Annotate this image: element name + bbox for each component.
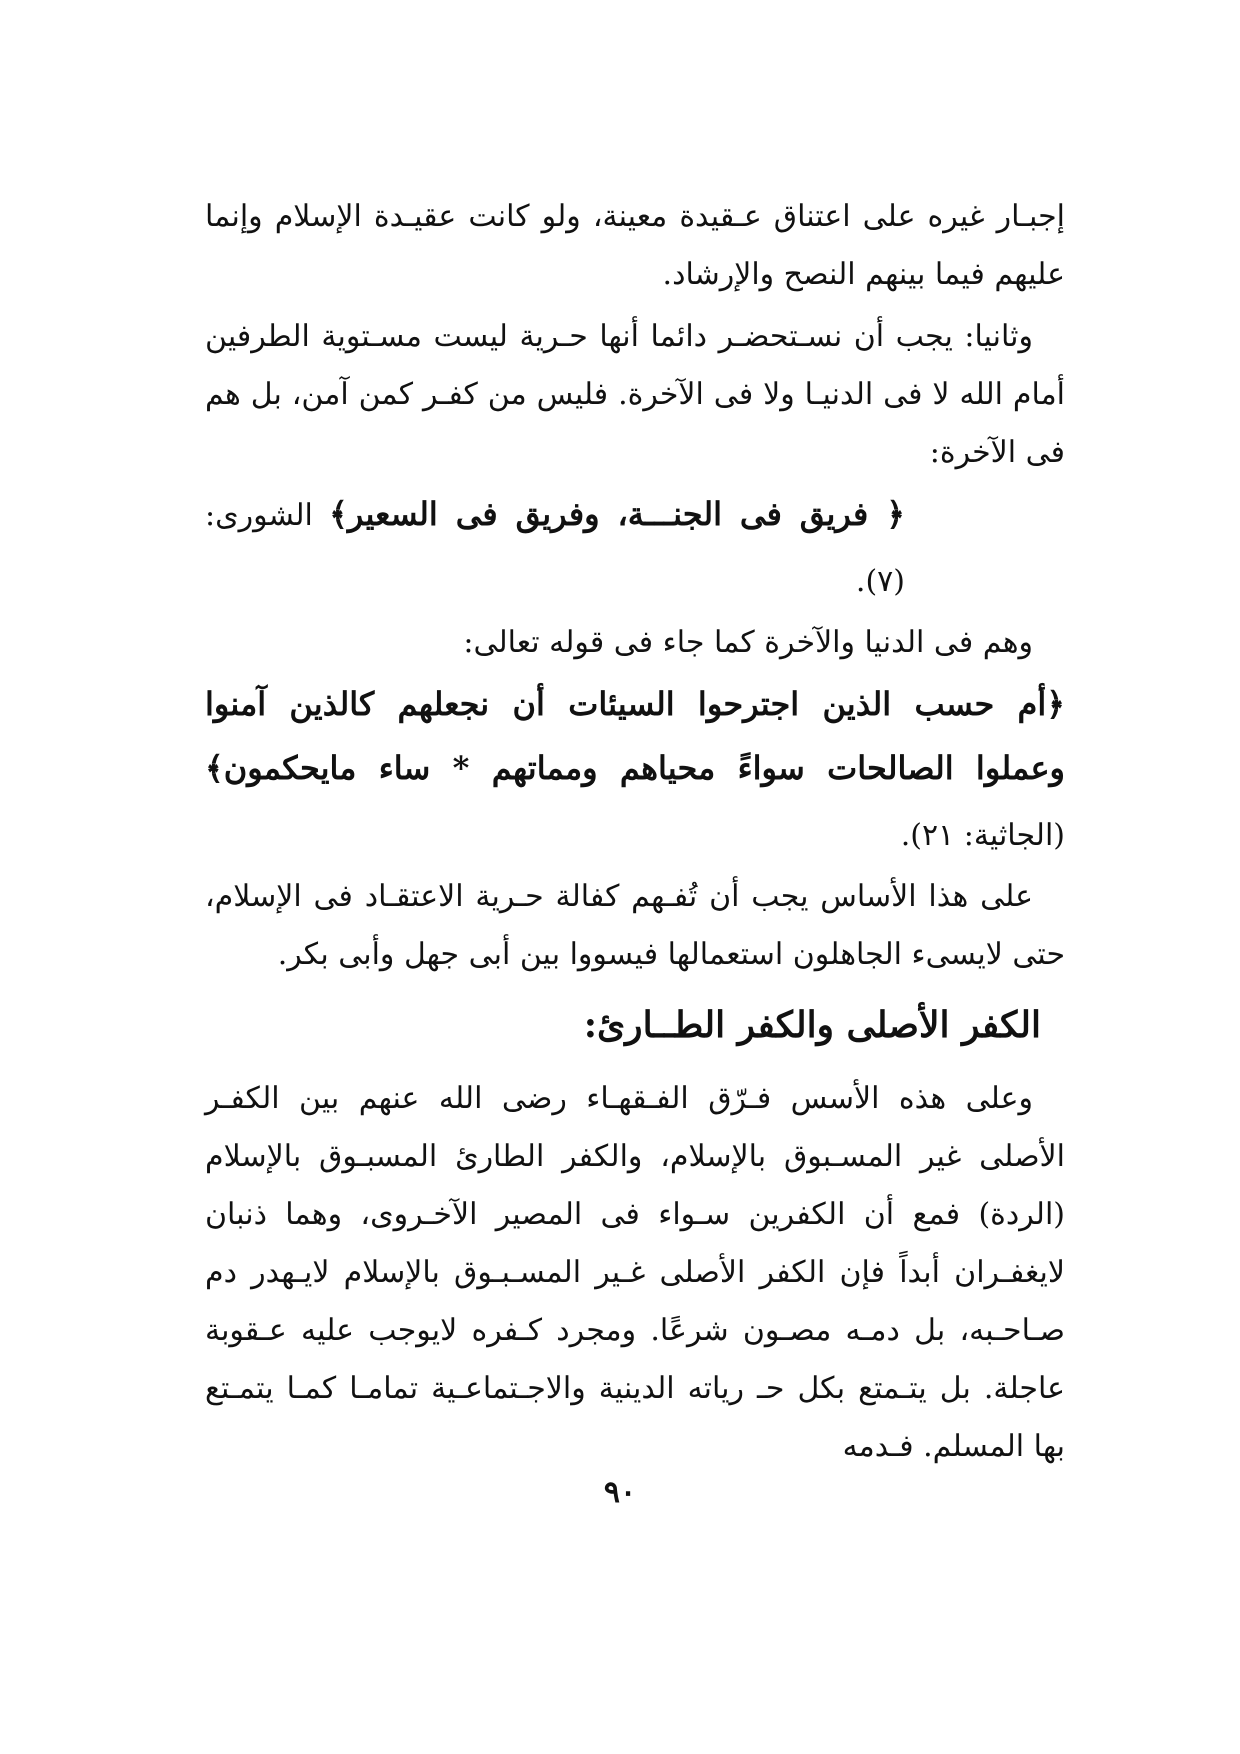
body-text [205, 188, 1065, 1476]
verse-2-reference: (الجاثية: ٢١). [900, 818, 1065, 853]
paragraph-3: وهم فى الدنيا والآخرة كما جاء فى قوله تعالى: [463, 625, 1033, 660]
section-heading: الكفر الأصلى والكفر الطــارئ: [583, 1004, 1041, 1046]
paragraph-4: على هذا الأساس يجب أن تُفـهم كفالة حـرية الاعتقـاد فى الإسلام، حتى لايسىء الجاهلون استعمالها فيسووا بين أبى جهل وأبى بكر. [205, 879, 1065, 972]
quran-verse-1 [205, 482, 1065, 614]
verse-1-reference: الشورى: (٧). [205, 498, 905, 599]
quran-verse-2 [205, 672, 1065, 868]
page-number: ٩٠ [603, 1475, 637, 1510]
paragraph-1: إجبـار غيره على اعتناق عـقيدة معينة، ولو كانت عقيـدة الإسلام وإنما عليهم فيما بينهم النصح والإرشاد. [205, 199, 1065, 292]
paragraph-2: وثانيا: يجب أن نسـتحضـر دائما أنها حـرية ليست مسـتوية الطرفين أمام الله لا فى الدنيـا ولا فى الآخرة. فليس من كفـر كمن آمن، بل هم فى الآخرة: [205, 319, 1065, 470]
verse-1-text: ﴿ فريق فى الجنـــة، وفريق فى السعير﴾ [329, 495, 905, 533]
paragraph-5: وعلى هذه الأسس فـرّق الفـقهـاء رضى الله عنهم بين الكفـر الأصلى غير المسـبوق بالإسلام، والكفر الطارئ المسبـوق بالإسلام (الردة) فمع أن الكفرين سـواء فى المصير الآخـروى، وهما ذنبان لايغفـران أبداً فإن الكفر الأصلى غـير المسـبـوق بالإسلام لايـهدر دم صـاحـبه، بل دمـه مصـون شرعًا. ومجرد كـفره لايوجب عليه عـقوبة عاجلة. بل يتـمتع بكل حـ رياته الدينية والاجـتماعـية تمامـا كمـا يتمـتع بها المسلم. فـدمه [205, 1081, 1066, 1464]
verse-2-text: ﴿أم حسب الذين اجترحوا السيئات أن نجعلهم كالذين آمنوا وعملوا الصالحات سواءً محياهم ومماتهم * ساء مايحكمون﴾ [205, 685, 1065, 787]
